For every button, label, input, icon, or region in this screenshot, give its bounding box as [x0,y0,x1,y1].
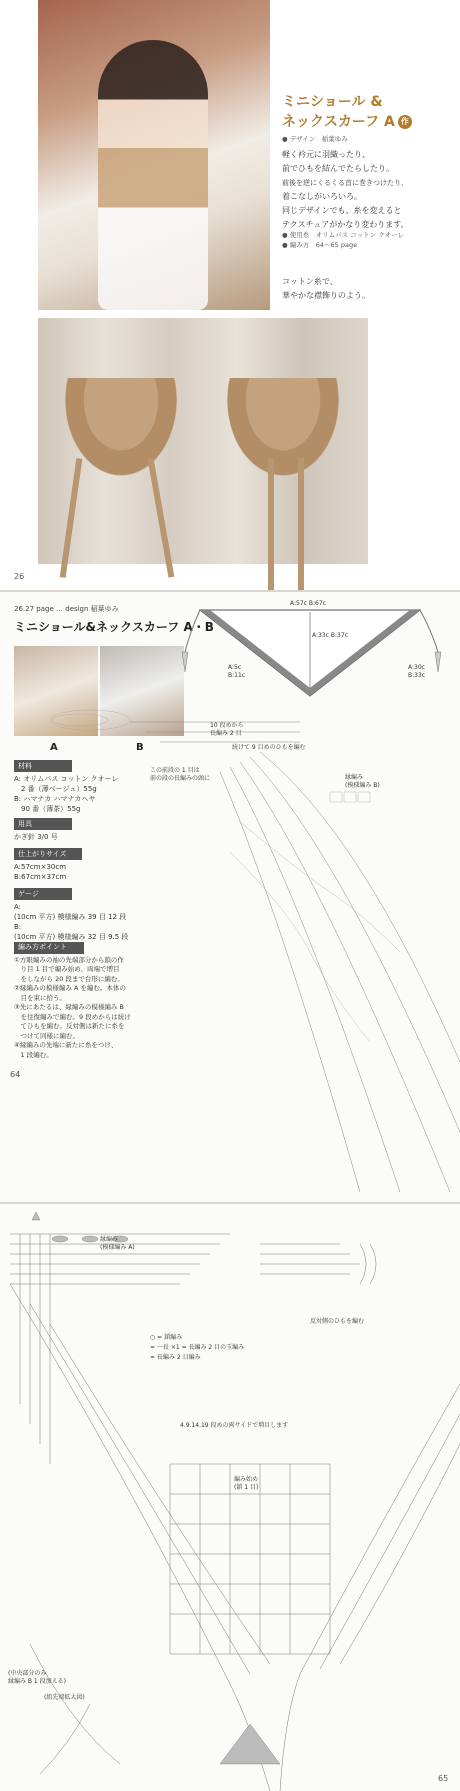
gauge-line: B: [14,923,22,931]
note-prev-row: この前段の 1 目は [150,767,200,774]
size-label: 仕上がりサイズ [14,848,82,860]
description-line: 同じデザインでも、糸を変えると [282,206,402,215]
design-credit: ● デザイン 稲葉ゆみ [282,135,348,143]
label-b: B [136,742,144,753]
page-number: 65 [438,1774,449,1783]
note-edging-b: (模様編み B) [345,782,380,789]
edging-a-note: 縁編み [100,1236,119,1243]
materials-line: B: ハマナカ ハマナカヘヤ [14,795,96,803]
method-line: ②縁編みの模様編み A を編む。本体の [14,984,126,992]
shawl-image [218,378,348,488]
legend-chain: ○ = 鎖編み [150,1334,183,1341]
increase-note: 4.9.14.19 段めの両サイドで増目します [180,1422,289,1429]
center-note: (中央部分のみ [8,1670,47,1677]
materials-line: A: オリムパス コットン クオーレ [14,775,119,783]
caption [282,275,370,303]
method-line: 1 段編む。 [14,1050,53,1059]
title-line-1: ミニショール & [282,94,383,110]
gauge-line: (10cm 平方) 模様編み 39 目 12 段 [14,913,127,921]
note-row-10: 10 段めから [210,722,244,729]
method-line: り目 1 目で編み始め、両端で増目 [14,965,120,973]
page-number: 64 [10,1070,21,1079]
materials-section [14,760,144,814]
materials-line: 90 番（薄茶）55g [14,805,81,813]
dim-side-b: B:33c [408,672,426,679]
page-65 [0,1204,460,1791]
note-edging: 縁編み [345,774,364,781]
method-section [14,942,164,1060]
method-line: をしながら 20 段まで台形に編む。 [14,974,124,983]
title-line-2: ネックスカーフ A [282,114,395,130]
page-header-title: ミニショール&ネックスカーフ A・B [14,620,214,634]
page-26 [0,0,460,590]
gauge-label: ゲージ [14,888,72,900]
description-line: 前後を逆にくるくる首に巻きつけたり、 [282,179,408,187]
tools-value: かぎ針 3/0 号 [14,833,58,841]
size-value: A:57cm×30cm [14,863,67,871]
tie-image [298,458,304,590]
start-note: 編み始め [234,1476,259,1483]
page-header-small: 26.27 page … design 稲葉ゆみ [14,605,119,613]
description [282,148,452,232]
page-number: 26 [14,572,25,581]
pattern-page-ref: ● 編み方 64～65 page [282,241,358,249]
center-note-2: 縁編み B 1 段加える) [8,1678,66,1685]
description-line: 着こなしがいろいろ。 [282,192,362,201]
method-line: ③先にあたるは、縁編みの模様編み B [14,1003,124,1011]
method-line: 目を束に拾う。 [14,993,66,1002]
crochet-chart [0,1204,460,1791]
tools-section [14,818,72,842]
description-line: 軽く衿元に羽織ったり、 [282,150,370,159]
method-line: つけて同様に編む。 [14,1031,79,1040]
dim-left: A:5c [228,664,242,671]
yarn-info [282,230,404,250]
note-prev-row-2: 前の段の長編みの頭に [150,775,211,782]
materials-label: 材料 [14,760,72,772]
work-badge: 作品 [398,115,412,129]
description-line: 前でひもを結んでたらしたり。 [282,164,394,173]
start-note-2: (鎖 1 目) [234,1484,259,1491]
dim-width: A:57c B:67c [290,600,326,607]
label-a: A [50,742,58,753]
page-64 [0,592,460,1202]
tools-label: 用具 [14,818,72,830]
edging-a-note-2: (模様編み A) [100,1244,135,1251]
dim-depth: A:33c B:37c [312,632,348,639]
tie-image [268,458,274,590]
method-line: てひもを編む。反対側は新たに糸を [14,1022,125,1030]
dim-side: A:30c [408,664,425,671]
method-line: ①方眼編みの袖の先端部分から鎖の作 [14,955,124,964]
description-line: テクスチュアがかなり変わります。 [282,220,409,229]
materials-line: 2 番（薄ベージュ）55g [14,785,97,793]
size-section [14,848,82,882]
method-label: 編み方ポイント [14,942,84,954]
tip-enlarged-note: (組先端拡大図) [44,1694,85,1701]
opposite-tie-note: 反対側のひもを編む [310,1318,365,1325]
gauge-line: A: [14,903,22,911]
note-double: 長編み 2 目 [210,730,242,737]
hanging-shawl-photo [38,318,368,564]
size-value: B:67cm×37cm [14,873,67,881]
legend-dc2: = 長編み 2 目編み [150,1354,201,1361]
dim-left-b: B:11c [228,672,246,679]
gauge-section [14,888,128,942]
method-line: を往復編みで編む。9 段めからは続け [14,1012,131,1021]
caption-line: コットン糸で、 [282,277,338,286]
gauge-line: (10cm 平方) 模様編み 32 目 9.5 段 [14,933,129,941]
method-line: ④縁編みの先端に新たに糸をつけ、 [14,1041,118,1049]
model-photo [38,0,270,310]
note-tie: 続けて 9 目めのひもを編む [232,744,306,751]
legend-puff: = 一長 ×1 = 長編み 2 目の玉編み [150,1344,245,1351]
yarn-line: ● 使用糸 オリムパス コットン クオーレ [282,231,405,239]
caption-line: 華やかな襟飾りのよう。 [282,291,370,300]
